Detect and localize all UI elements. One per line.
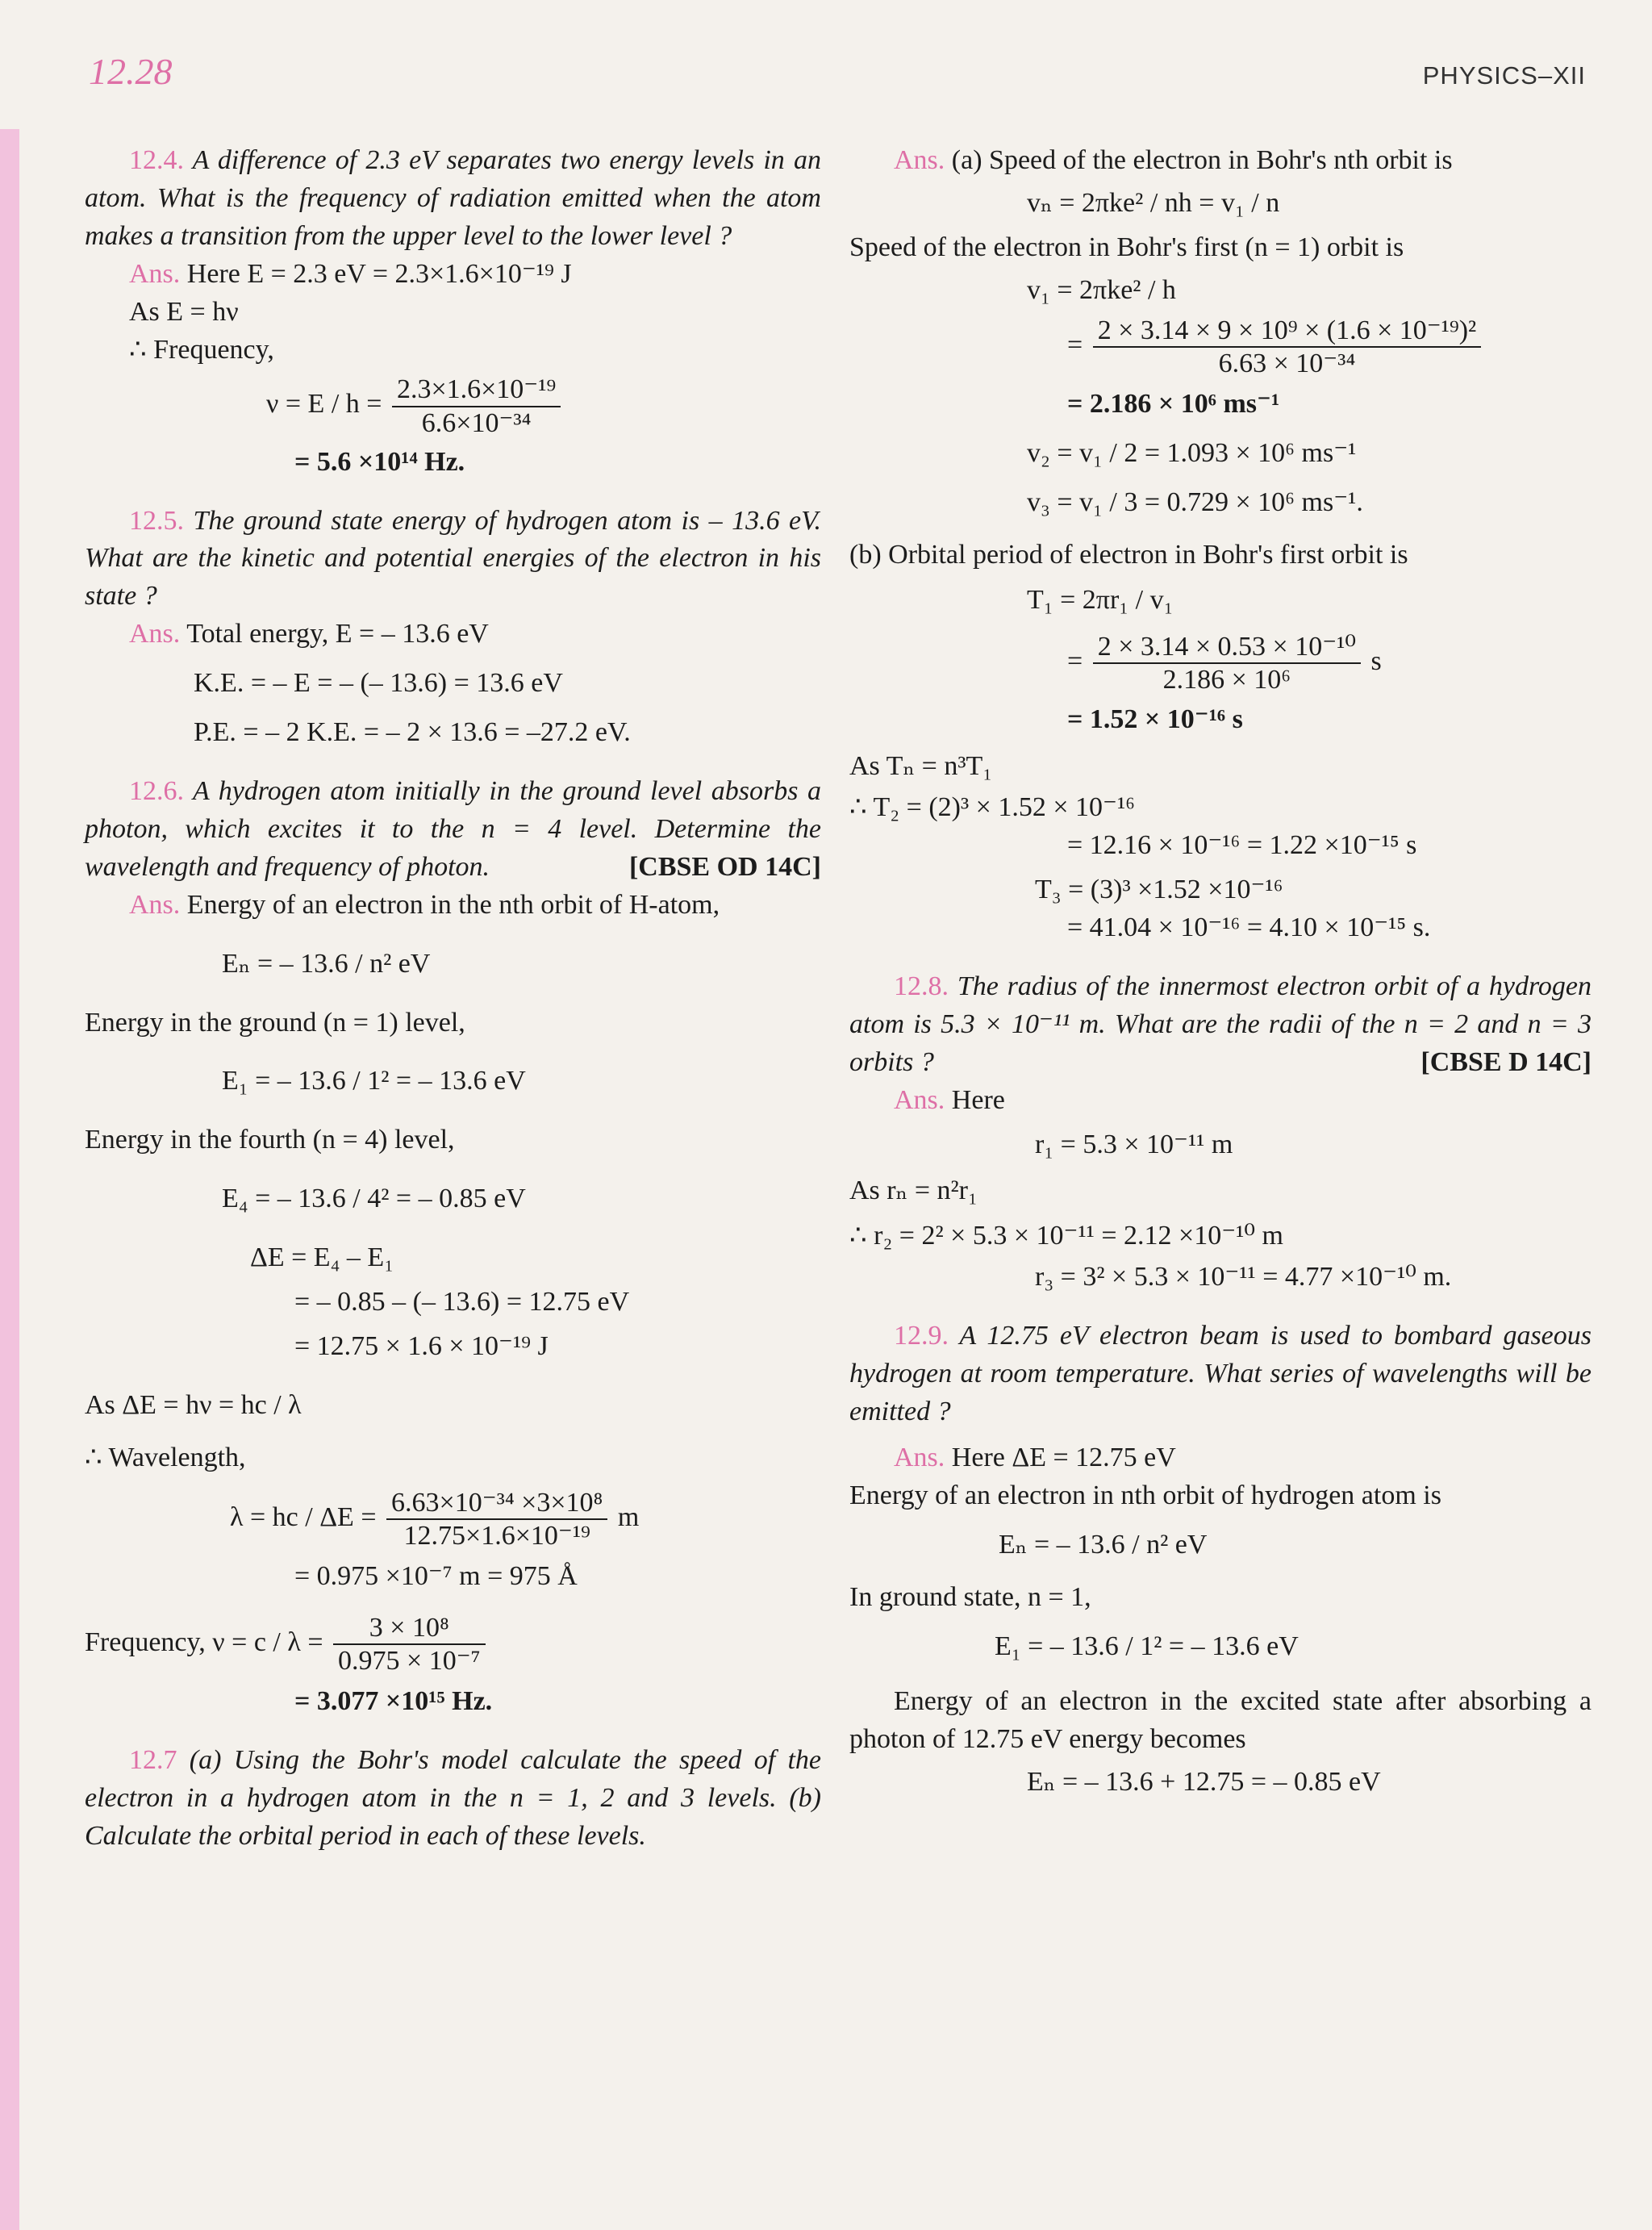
- equation: = 41.04 × 10⁻¹⁶ = 4.10 × 10⁻¹⁵ s.: [1067, 912, 1431, 943]
- equation: = 12.16 × 10⁻¹⁶ = 1.22 ×10⁻¹⁵ s: [1067, 830, 1417, 861]
- equation: As Tₙ = n³T₁: [849, 751, 993, 782]
- equation: T₁ = 2πr₁ / v₁: [1027, 585, 1174, 616]
- equation: As rₙ = n²r₁: [849, 1175, 978, 1205]
- answer-paragraph: Energy of an electron in the excited state after absorbing a photon of 12.75 eV energy becomes: [849, 1686, 1592, 1755]
- fraction: [333, 1612, 485, 1677]
- equation: r₃ = 3² × 5.3 × 10⁻¹¹ = 4.77 ×10⁻¹⁰ m.: [1035, 1262, 1452, 1292]
- equation: [266, 374, 821, 438]
- question-12-6: [85, 773, 821, 887]
- answer-line: In ground state, n = 1,: [849, 1581, 1091, 1612]
- unit: m: [617, 1501, 640, 1532]
- equation: T₃ = (3)³ ×1.52 ×10⁻¹⁶: [1035, 875, 1283, 905]
- question-12-5: [85, 503, 821, 616]
- numerator: 3 × 10⁸: [333, 1612, 485, 1645]
- equation: Eₙ = – 13.6 + 12.75 = – 0.85 eV: [1027, 1767, 1381, 1798]
- question-number: 12.4.: [129, 145, 184, 175]
- equation: ∴ r₂ = 2² × 5.3 × 10⁻¹¹ = 2.12 ×10⁻¹⁰ m: [849, 1221, 1283, 1251]
- numerator: 2 × 3.14 × 9 × 10⁹ × (1.6 × 10⁻¹⁹)²: [1093, 315, 1482, 348]
- equation: Eₙ = – 13.6 / n² eV: [222, 948, 431, 979]
- result-line: = 1.52 × 10⁻¹⁶ s: [1067, 704, 1243, 734]
- question-text: The ground state energy of hydrogen atom is – 13.6 eV. What are the kinetic and potential energies of the electron in his state ?: [85, 505, 821, 612]
- equation: ∴ T₂ = (2)³ × 1.52 × 10⁻¹⁶: [849, 792, 1135, 823]
- equation-lhs: =: [1067, 646, 1083, 677]
- equation: [230, 1487, 821, 1551]
- question-number: 12.6.: [129, 775, 184, 806]
- question-number: 12.7: [129, 1744, 177, 1775]
- result-line: = 5.6 ×10¹⁴ Hz.: [294, 446, 465, 477]
- equation-lhs: ν = E / h =: [266, 389, 382, 420]
- question-number: 12.5.: [129, 505, 184, 536]
- denominator: 6.63 × 10⁻³⁴: [1218, 348, 1356, 378]
- answer-label: Ans.: [894, 145, 945, 175]
- answer-text: Here E = 2.3 eV = 2.3×1.6×10⁻¹⁹ J: [186, 258, 572, 289]
- question-text: A 12.75 eV electron beam is used to bombard gaseous hydrogen at room temperature. What series of wavelengths will be emitted ?: [849, 1321, 1592, 1427]
- answer-text: Energy of an electron in the nth orbit of H-atom,: [186, 889, 720, 920]
- equation: v₁ = 2πke² / h: [1027, 274, 1176, 305]
- unit: s: [1370, 646, 1382, 677]
- answer-text: Total energy, E = – 13.6 eV: [186, 619, 489, 649]
- exam-tag: [CBSE OD 14C]: [628, 851, 821, 882]
- answer-line: [129, 256, 821, 294]
- equation: = 12.75 × 1.6 × 10⁻¹⁹ J: [294, 1330, 549, 1361]
- denominator: 0.975 × 10⁻⁷: [338, 1645, 481, 1676]
- equation: Eₙ = – 13.6 / n² eV: [999, 1529, 1208, 1560]
- equation: vₙ = 2πke² / nh = v₁ / n: [1027, 187, 1280, 218]
- equation: As ΔE = hν = hc / λ: [85, 1389, 302, 1420]
- question-text: A hydrogen atom initially in the ground level absorbs a photon, which excites it to the n = 4 level. Determine the wavelength and frequency of photon.: [85, 775, 822, 882]
- result-line: = 3.077 ×10¹⁵ Hz.: [294, 1685, 493, 1716]
- answer-line: Energy in the ground (n = 1) level,: [85, 1007, 465, 1038]
- question-text: (a) Using the Bohr's model calculate the speed of the electron in a hydrogen atom in the n = 1, 2 and 3 levels. (b) Calculate the orbital period in each of these levels.: [85, 1744, 821, 1851]
- answer-line: [129, 616, 821, 654]
- question-12-8: [849, 968, 1592, 1082]
- answer-line: [894, 1439, 1592, 1477]
- answer-line: As E = hν: [129, 296, 239, 327]
- left-column: [85, 142, 821, 1856]
- answer-line: ∴ Wavelength,: [85, 1442, 246, 1472]
- book-title: PHYSICS–XII: [1422, 61, 1586, 90]
- answer-line: Speed of the electron in Bohr's first (n = 1) orbit is: [849, 232, 1404, 262]
- answer-line: (b) Orbital period of electron in Bohr's first orbit is: [849, 539, 1408, 570]
- answer-line: P.E. = – 2 K.E. = – 2 × 13.6 = –27.2 eV.: [194, 717, 631, 748]
- question-number: 12.8.: [894, 971, 949, 1001]
- equation-lhs: =: [1067, 329, 1083, 360]
- equation: = – 0.85 – (– 13.6) = 12.75 eV: [294, 1287, 630, 1318]
- page-number: 12.28: [89, 51, 173, 92]
- denominator: 2.186 × 10⁶: [1162, 665, 1291, 695]
- question-number: 12.9.: [894, 1321, 949, 1351]
- equation: [1067, 315, 1592, 379]
- answer-line: K.E. = – E = – (– 13.6) = 13.6 eV: [194, 668, 563, 699]
- result-line: = 0.975 ×10⁻⁷ m = 975 Å: [294, 1560, 578, 1591]
- answer-line: [894, 1082, 1592, 1120]
- result-line: = 2.186 × 10⁶ ms⁻¹: [1067, 388, 1280, 419]
- question-text: The radius of the innermost electron orbit of a hydrogen atom is 5.3 × 10⁻¹¹ m. What are the radii of the n = 2 and n = 3 orbits ?: [849, 971, 1592, 1077]
- fraction: [1093, 631, 1361, 695]
- equation-lhs: λ = hc / ΔE =: [230, 1501, 377, 1532]
- equation-lhs: Frequency, ν = c / λ =: [85, 1627, 323, 1657]
- exam-tag: [CBSE D 14C]: [1420, 1046, 1592, 1077]
- equation: [85, 1612, 821, 1677]
- question-12-9: [849, 1318, 1592, 1431]
- equation: [1067, 631, 1592, 695]
- fraction: [386, 1487, 607, 1551]
- equation: ΔE = E₄ – E₁: [250, 1242, 394, 1273]
- answer-line: Energy in the fourth (n = 4) level,: [85, 1125, 455, 1155]
- answer-text: Here ΔE = 12.75 eV: [951, 1442, 1176, 1472]
- question-12-4: [85, 142, 821, 256]
- equation: v₃ = v₁ / 3 = 0.729 × 10⁶ ms⁻¹.: [1027, 487, 1363, 517]
- answer-label: Ans.: [894, 1084, 945, 1115]
- equation: E₄ = – 13.6 / 4² = – 0.85 eV: [222, 1184, 526, 1214]
- answer-label: Ans.: [129, 619, 181, 649]
- answer-line: [894, 142, 1592, 180]
- answer-line: ∴ Frequency,: [129, 334, 274, 365]
- question-text: A difference of 2.3 eV separates two energy levels in an atom. What is the frequency of radiation emitted when the atom makes a transition from the upper level to the lower level ?: [85, 145, 821, 251]
- right-column: [849, 142, 1592, 1802]
- answer-label: Ans.: [894, 1442, 945, 1472]
- numerator: 2.3×1.6×10⁻¹⁹: [392, 374, 561, 407]
- denominator: 12.75×1.6×10⁻¹⁹: [403, 1520, 590, 1551]
- denominator: 6.6×10⁻³⁴: [421, 407, 532, 438]
- equation: v₂ = v₁ / 2 = 1.093 × 10⁶ ms⁻¹: [1027, 437, 1357, 468]
- answer-label: Ans.: [129, 889, 181, 920]
- answer-text: (a) Speed of the electron in Bohr's nth orbit is: [951, 145, 1453, 175]
- fraction: [1093, 315, 1482, 379]
- answer-line: Energy of an electron in nth orbit of hydrogen atom is: [849, 1480, 1441, 1510]
- margin-strip: [0, 129, 19, 2230]
- numerator: 6.63×10⁻³⁴ ×3×10⁸: [386, 1487, 607, 1520]
- answer-line: [129, 887, 821, 925]
- equation: E₁ = – 13.6 / 1² = – 13.6 eV: [995, 1631, 1299, 1661]
- question-12-7: [85, 1742, 821, 1856]
- answer-text: Here: [951, 1084, 1005, 1115]
- equation: E₁ = – 13.6 / 1² = – 13.6 eV: [222, 1066, 526, 1096]
- equation: r₁ = 5.3 × 10⁻¹¹ m: [1035, 1129, 1233, 1159]
- answer-label: Ans.: [129, 258, 181, 289]
- numerator: 2 × 3.14 × 0.53 × 10⁻¹⁰: [1093, 631, 1361, 664]
- fraction: [392, 374, 561, 438]
